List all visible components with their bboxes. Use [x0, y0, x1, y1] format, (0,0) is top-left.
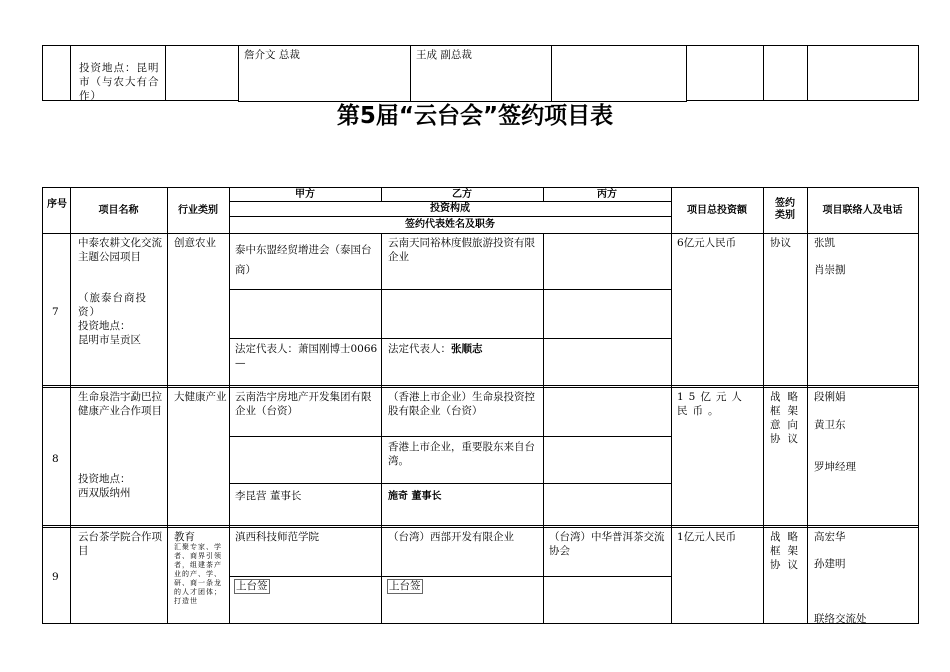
- party-b-rep: 施奇 董事长: [388, 491, 442, 502]
- contact-1: 段俐娟: [814, 391, 846, 403]
- header-total-investment: 项目总投资额: [687, 205, 747, 216]
- header-party-c: 丙方: [597, 189, 617, 200]
- total-investment: 1亿元人民币: [677, 531, 737, 543]
- party-a: 泰中东盟经贸增进会（泰国台商）: [235, 244, 372, 276]
- project-origin: （旅泰台商投资）: [78, 292, 147, 318]
- industry: 创意农业: [174, 237, 216, 249]
- party-b-rep: 上台签: [389, 580, 421, 592]
- total-investment: 6亿元人民币: [677, 237, 737, 249]
- header-industry: 行业类别: [178, 205, 218, 216]
- project-name: 中泰农耕文化交流主题公园项目: [78, 237, 162, 263]
- header-name: 项目名称: [98, 205, 139, 216]
- party-b-rep-name: 张顺志: [451, 343, 483, 355]
- party-c: （台湾）中华普洱茶交流协会: [549, 531, 665, 557]
- sign-type: 战略框架协议: [770, 531, 805, 571]
- party-a-rep: 李昆营 董事长: [235, 490, 302, 502]
- header-sign-type: 签约类别: [775, 198, 795, 221]
- row-seq: 8: [52, 453, 59, 465]
- party-a: 云南浩宇房地产开发集团有限企业（台资）: [235, 391, 372, 417]
- party-b: （香港上市企业）生命泉投资控股有限企业（台资）: [388, 391, 535, 417]
- header-seq: 序号: [47, 199, 67, 210]
- total-investment: 15亿元人民币。: [677, 391, 747, 417]
- contact-1: 张凯: [814, 237, 835, 249]
- contact-1: 高宏华: [814, 531, 846, 543]
- row-seq: 7: [52, 306, 59, 318]
- sign-type: 战略框架意向协议: [770, 391, 805, 445]
- header-contacts: 项目联络人及电话: [822, 205, 903, 216]
- contact-2: 孙建明: [814, 558, 846, 570]
- header-investment-structure: 投资构成: [430, 203, 470, 214]
- contact-2: 黄卫东: [814, 419, 846, 431]
- sign-type: 协议: [770, 237, 791, 249]
- party-b: （台湾）西部开发有限企业: [388, 531, 514, 543]
- party-b: 云南天同裕林度假旅游投资有限企业: [388, 237, 535, 263]
- industry-note: 汇聚专家、学者、商界引领者，组建茶产业的产、学、研、商一条龙的人才团体；打造世: [174, 543, 222, 605]
- top-party-a-rep: 詹介文 总裁: [244, 49, 300, 61]
- top-party-b-rep: 王成 副总裁: [416, 49, 472, 61]
- header-signatories: 签约代表姓名及职务: [405, 219, 495, 230]
- location: 昆明市呈贡区: [78, 334, 141, 346]
- project-name: 云台茶学院合作项目: [78, 531, 162, 557]
- party-b-note: 香港上市企业，重要股东来自台湾。: [388, 441, 535, 467]
- location-label: 投资地点：: [78, 473, 131, 485]
- party-a-rep: 法定代表人：萧国刚博士0066—: [235, 343, 378, 369]
- party-b-rep-label: 法定代表人：: [388, 343, 451, 355]
- project-name: 生命泉浩宇勐巴拉健康产业合作项目: [78, 391, 162, 417]
- top-location: 投资地点：昆明市（与农大有合作）: [79, 62, 160, 102]
- industry: 大健康产业: [174, 391, 227, 403]
- party-a: 滇西科技师范学院: [235, 531, 319, 543]
- location: 西双版纳州: [78, 487, 131, 499]
- header-party-a: 甲方: [295, 189, 315, 200]
- party-b-rep: [388, 342, 483, 356]
- industry: 教育: [174, 531, 195, 543]
- party-a-rep: 上台签: [236, 580, 268, 592]
- row-seq: 9: [52, 571, 59, 583]
- header-party-b: 乙方: [452, 189, 472, 200]
- contact-3: 罗坤经理: [814, 461, 856, 473]
- location-label: 投资地点：: [78, 320, 131, 332]
- contact-3: 联络交流处: [814, 613, 867, 625]
- contact-2: 肖崇捌: [814, 264, 846, 276]
- page-title: 第5届“云台会”签约项目表: [336, 103, 614, 129]
